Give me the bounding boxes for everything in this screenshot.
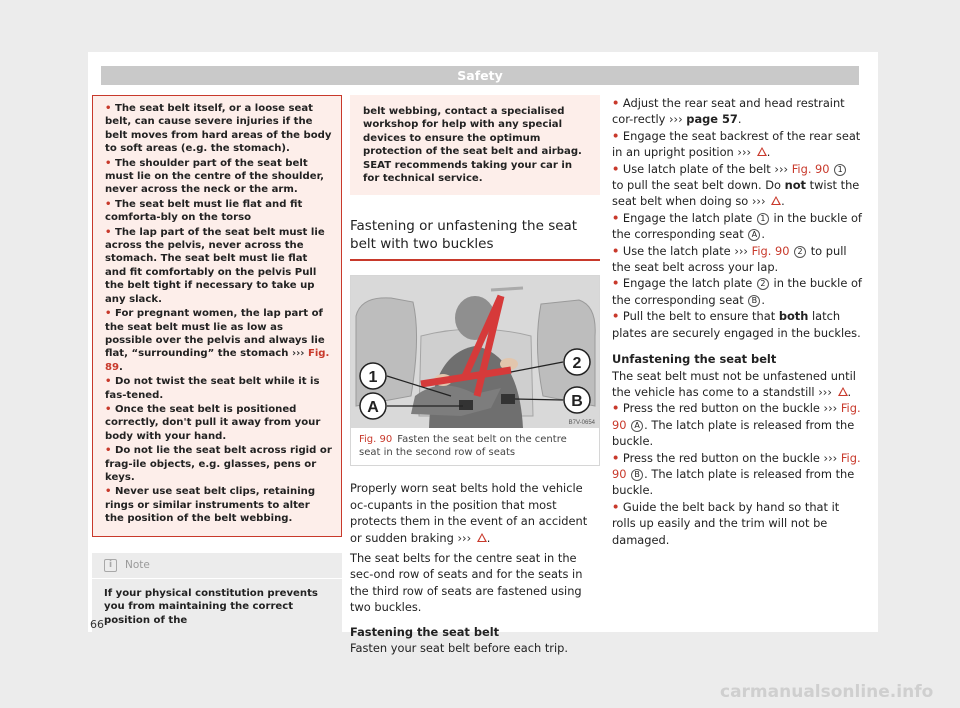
bullet-icon: • xyxy=(105,376,112,388)
watermark: carmanualsonline.info xyxy=(720,682,934,702)
step: • Use the latch plate ››› Fig. 90 2 to pull the seat belt across your lap. xyxy=(612,243,847,275)
figure-link[interactable]: Fig. 90 xyxy=(612,401,861,432)
step: • Press the red button on the buckle ››› Fig. 90 B . The latch plate is released from the buckle. xyxy=(612,450,861,498)
step: • Use latch plate of the belt ››› Fig. 90 1 to pull the seat belt down. Do not twist the seat belt when doing so ››› . xyxy=(612,161,860,209)
warning-item: • Do not lie the seat belt across rigid or frag-ile objects, e.g. glasses, pens or keys. xyxy=(105,445,332,483)
paragraph: The seat belts for the centre seat in the sec-ond row of seats and for the seats in the third row of seats are fastened using two buckles. xyxy=(350,551,583,615)
bullet-icon: • xyxy=(105,226,112,238)
callout-badge: B xyxy=(748,295,760,307)
seat-belt-illustration xyxy=(351,276,599,428)
column-middle xyxy=(350,95,600,657)
callout-badge: 2 xyxy=(757,278,769,290)
ref-arrow: ››› xyxy=(291,348,305,360)
callout-badge: A xyxy=(631,420,643,432)
step: • Adjust the rear seat and head restraint cor-rectly ››› page 57. xyxy=(612,96,845,127)
figure-90 xyxy=(350,275,600,466)
bullet-icon: • xyxy=(105,486,112,498)
section-title: Fastening or unfastening the seat belt with two buckles xyxy=(350,217,600,261)
paragraph: The seat belt must not be unfastened until the vehicle has come to a standstill ››› . xyxy=(612,368,856,399)
warning-triangle-icon xyxy=(757,147,767,156)
ref-arrow: ››› xyxy=(457,530,472,545)
bullet-icon: • xyxy=(105,198,112,210)
callout-badge: A xyxy=(748,229,760,241)
callout-badge: B xyxy=(631,469,643,481)
callout-1: 1 xyxy=(368,369,378,387)
warning-triangle-icon xyxy=(477,533,487,542)
callout-A: A xyxy=(367,399,379,417)
figure-caption: Fig. 90 Fasten the seat belt on the centre seat in the second row of seats xyxy=(359,434,567,459)
warning-item: • Do not twist the seat belt while it is fas-tened. xyxy=(105,376,320,401)
figure-link[interactable]: Fig. 89 xyxy=(105,348,330,373)
page-header: Safety xyxy=(101,66,859,85)
warning-item: • The seat belt itself, or a loose seat belt, can cause severe injuries if the belt moves from hard areas of the body to soft areas (e.g. the stomach). xyxy=(105,103,332,155)
warning-triangle-icon xyxy=(838,387,848,396)
note-label: Note xyxy=(125,558,150,571)
page-link[interactable]: page 57 xyxy=(686,112,738,127)
note-continuation: belt webbing, contact a specialised workshop for help with any special devices to ensure the optimum protection of the seat belt and airbag. SEAT recommends taking your car in for technical service. xyxy=(350,95,600,195)
body-text xyxy=(350,480,600,656)
paragraph: Properly worn seat belts hold the vehicle oc-cupants in the position that most protects them in the event of an accident or sudden braking ››› . xyxy=(350,481,588,545)
subheading: Fastening the seat belt xyxy=(350,624,500,639)
bullet-icon: • xyxy=(105,445,112,457)
warning-triangle-icon xyxy=(771,196,781,205)
figure-link[interactable]: Fig. 90 xyxy=(612,450,861,481)
warning-item: • The seat belt must lie flat and fit comforta-bly on the torso xyxy=(105,198,303,224)
warning-item: • Once the seat belt is positioned correctly, don't pull it away from your body with your hand. xyxy=(105,403,321,442)
callout-B: B xyxy=(571,393,583,411)
warning-item: • Never use seat belt clips, retaining rings or similar instruments to alter the position of the belt webbing. xyxy=(105,486,316,525)
page-number: 66 xyxy=(90,618,104,631)
callout-badge: 1 xyxy=(757,213,769,225)
callout-2: 2 xyxy=(572,355,582,373)
bullet-icon: • xyxy=(105,103,112,114)
step: • Engage the latch plate 2 in the buckle of the corresponding seat B . xyxy=(612,276,862,307)
step: • Pull the belt to ensure that both latch plates are securely engaged in the buckles. xyxy=(612,309,861,340)
note-box xyxy=(92,553,342,638)
warning-item: • The shoulder part of the seat belt must lie on the centre of the shoulder, never across the neck or the arm. xyxy=(105,157,324,196)
figure-code: B7V-0654 xyxy=(568,420,595,427)
warning-box xyxy=(92,95,342,537)
figure-link[interactable]: Fig. 90 xyxy=(791,161,830,176)
column-right xyxy=(612,95,862,548)
info-icon: i xyxy=(104,559,117,572)
column-left xyxy=(92,95,342,637)
paragraph: Fasten your seat belt before each trip. xyxy=(350,641,569,656)
figure-link[interactable]: Fig. 90 xyxy=(751,243,790,258)
bullet-icon: • xyxy=(105,308,112,320)
step: • Press the red button on the buckle ››› Fig. 90 A . The latch plate is released from the buckle. xyxy=(612,401,861,449)
bullet-icon: • xyxy=(105,157,112,169)
callout-badge: 2 xyxy=(794,246,806,258)
note-header xyxy=(92,553,342,579)
step: • Engage the latch plate 1 in the buckle of the corresponding seat A . xyxy=(612,210,862,242)
callout-badge: 1 xyxy=(834,164,846,176)
warning-item: • The lap part of the seat belt must lie across the pelvis, never across the stomach. The seat belt must lie flat and fit comfortably on the pelvis Pull the belt tight if necessary to take up any slack. xyxy=(105,226,325,305)
figure-label: Fig. 90 xyxy=(359,434,393,446)
bullet-icon: • xyxy=(105,403,112,415)
warning-item: • For pregnant women, the lap part of the seat belt must lie as low as possible over the pelvis and always lie flat, “surrounding” the stomach ››› Fig. 89. xyxy=(105,308,330,373)
note-text: If your physical constitution prevents you from maintaining the correct position of the xyxy=(104,588,318,626)
step: • Guide the belt back by hand so that it rolls up easily and the trim will not be damaged. xyxy=(612,499,840,547)
subheading: Unfastening the seat belt xyxy=(612,352,777,367)
step: • Engage the seat backrest of the rear seat in an upright position ››› . xyxy=(612,128,861,160)
